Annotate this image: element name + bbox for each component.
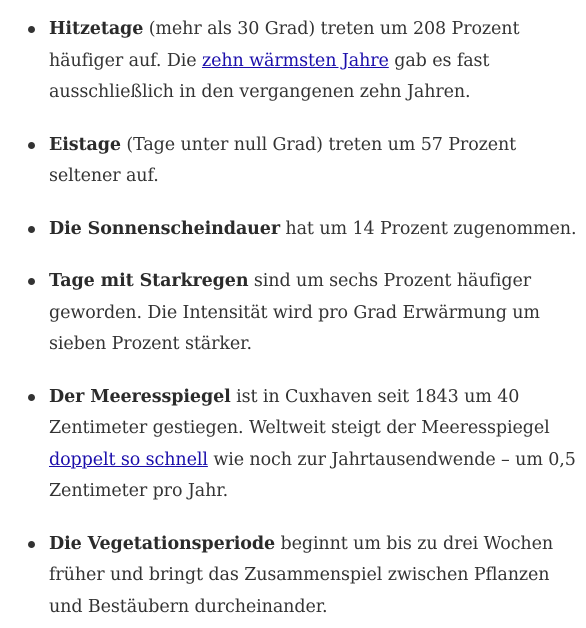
item-text: sind um sechs Prozent häufiger geworden. Die Intensität wird pro Grad Erwärmung um sieben Prozent stärker. xyxy=(49,271,540,354)
item-text: wie noch zur Jahrtausendwende – um 0,5 Zentimeter pro Jahr. xyxy=(49,449,576,501)
list-item-hitzetage xyxy=(0,14,586,109)
list-item-sonnenscheindauer xyxy=(0,214,586,246)
item-title: Tage mit Starkregen xyxy=(49,271,249,291)
bullet-icon xyxy=(28,142,35,149)
link-zehn-waermsten-jahre[interactable]: zehn wärmsten Jahre xyxy=(201,50,389,71)
item-text: (Tage unter null Grad) treten um 57 Prozent seltener auf. xyxy=(49,134,517,186)
list-item-eistage xyxy=(0,130,586,193)
bullet-icon xyxy=(28,394,35,401)
item-title: Eistage xyxy=(49,134,121,155)
list-item-vegetationsperiode xyxy=(0,529,586,624)
item-text: hat um 14 Prozent zugenommen. xyxy=(279,218,577,239)
item-title: Die Vegetationsperiode xyxy=(49,533,276,554)
item-text: ist in Cuxhaven seit 1843 um 40 Zentimeter gestiegen. Weltweit steigt der Meeresspiegel xyxy=(49,386,550,438)
item-text: beginnt um bis zu drei Wochen früher und bringt das Zusammenspiel zwischen Pflanzen und Bestäubern durcheinander. xyxy=(49,533,554,617)
item-title: Hitzetage xyxy=(49,19,144,39)
bullet-icon xyxy=(28,226,35,233)
bullet-icon xyxy=(28,541,35,548)
bullet-icon xyxy=(28,278,35,285)
list-item-starkregen xyxy=(0,266,586,361)
item-text: (mehr als 30 Grad) treten um 208 Prozent häufiger auf. Die xyxy=(49,19,520,71)
item-title: Die Sonnenscheindauer xyxy=(49,218,280,239)
item-text: gab es fast ausschließlich in den vergangenen zehn Jahren. xyxy=(49,50,490,102)
link-doppelt-so-schnell[interactable]: doppelt so schnell xyxy=(49,449,208,470)
item-title: Der Meeresspiegel xyxy=(49,386,231,407)
list-item-meeresspiegel xyxy=(0,382,586,508)
bullet-icon xyxy=(28,26,35,33)
